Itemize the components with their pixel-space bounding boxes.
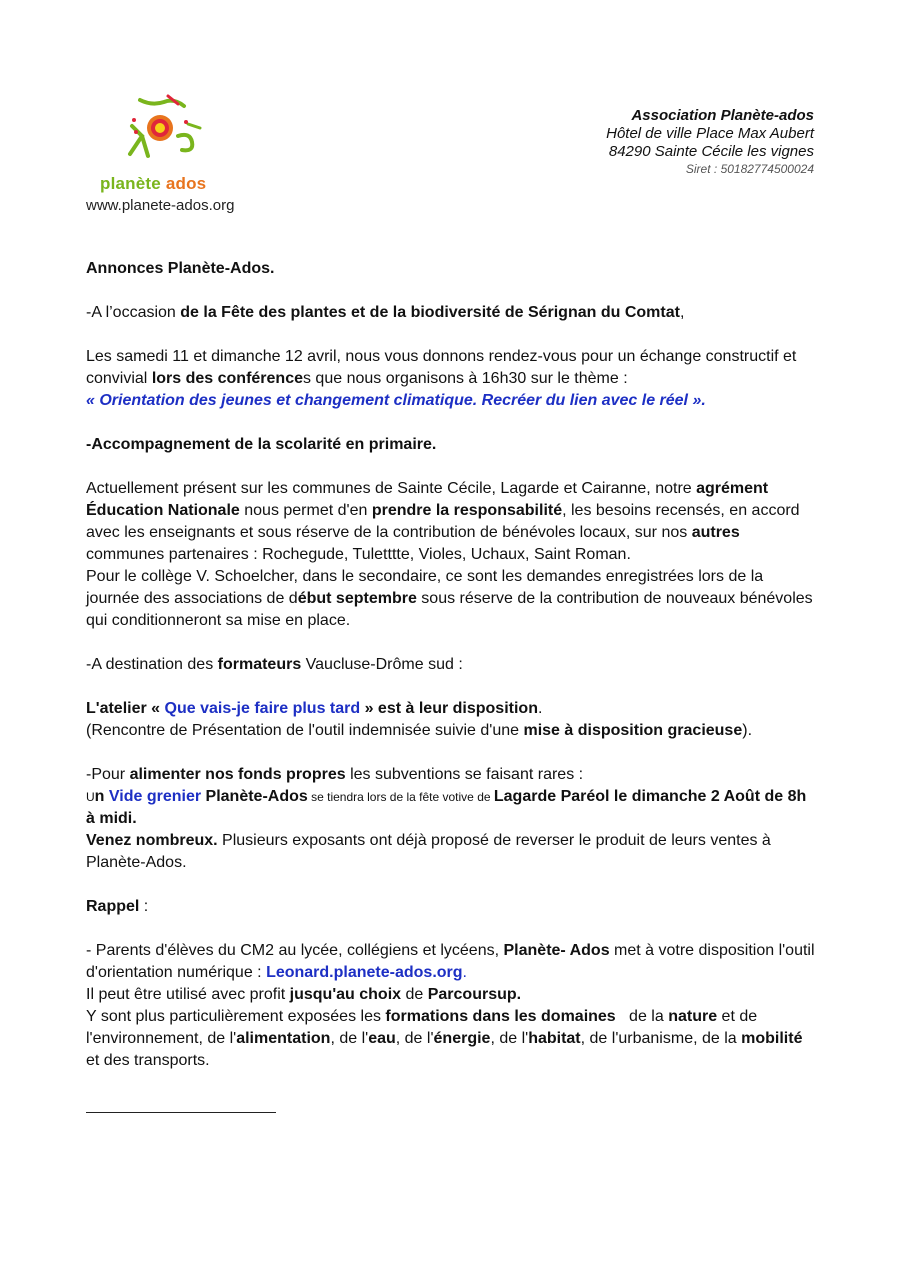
siret: Siret : 50182774500024 [685,162,814,176]
logo [96,92,226,202]
website-link[interactable]: www.planete-ados.org [86,197,235,214]
paragraph-fete: -A l’occasion de la Fête des plantes et de la biodiversité de Sérignan du Comtat, [86,304,685,321]
heading-accompagnement: -Accompagnement de la scolarité en primaire. [86,436,437,453]
vide-grenier-label: Vide grenier [108,788,202,805]
association-name: Association Planète-ados [631,107,814,124]
address-line-1: Hôtel de ville Place Max Aubert [606,125,814,142]
association-address-block [606,107,814,177]
paragraph-conferences: Les samedi 11 et dimanche 12 avril, nous vous donnons rendez-vous pour un échange constructif et convivial lors des conférences que nous organisons à 16h30 sur le thème : « Orientation des jeunes et changement climatique. Recréer du lien avec le réel ». [86,348,797,409]
document-body [86,258,816,1094]
document-title: Annonces Planète-Ados. [86,260,275,277]
paragraph-formateurs: -A destination des formateurs Vaucluse-Drôme sud : [86,656,463,673]
atelier-name: Que vais-je faire plus tard [164,700,361,717]
paragraph-scolarite: Actuellement présent sur les communes de Sainte Cécile, Lagarde et Cairanne, notre agrément Éducation Nationale nous permet d'en prendre la responsabilité, les besoins recensés, en accord avec les enseignants et sous réserve de la contribution de bénévoles locaux, sur nos autres communes partenaires : Rochegude, Tuletttte, Violes, Uchaux, Saint Roman. Pour le collège V. Schoelcher, dans le secondaire, ce sont les demandes enregistrées lors de la journée des associations de début septembre sous réserve de la contribution de nouveaux bénévoles qui conditionneront sa mise en place. [86,480,813,629]
leonard-link[interactable]: Leonard.planete-ados.org [266,964,463,981]
paragraph-atelier: L'atelier « Que vais-je faire plus tard » est à leur disposition. (Rencontre de Présentation de l'outil indemnisée suivie d'une mise à disposition gracieuse). [86,700,753,739]
planete-ados-logo-icon [112,92,212,172]
address-line-2: 84290 Sainte Cécile les vignes [608,143,814,160]
logo-text: planète ados [100,174,207,193]
conference-theme: « Orientation des jeunes et changement climatique. Recréer du lien avec le réel ». [86,392,706,409]
heading-rappel: Rappel : [86,898,149,915]
paragraph-vide-grenier: -Pour alimenter nos fonds propres les subventions se faisant rares : Un Vide grenier Planète-Ados se tiendra lors de la fête votive de Lagarde Paréol le dimanche 2 Août de 8h à midi. Venez nombreux. Plusieurs exposants ont déjà proposé de reverser le produit de leurs ventes à Planète-Ados. [86,766,807,871]
footer-divider [86,1112,276,1113]
paragraph-rappel: - Parents d'élèves du CM2 au lycée, collégiens et lycéens, Planète- Ados met à votre disposition l'outil d'orientation numérique : Leonard.planete-ados.org. Il peut être utilisé avec profit jusqu'au choix de Parcoursup. Y sont plus particulièrement exposées les formations dans les domaines de la nature et de l'environnement, de l'alimentation, de l'eau, de l'énergie, de l'habitat, de l'urbanisme, de la mobilité et des transports. [86,942,815,1069]
